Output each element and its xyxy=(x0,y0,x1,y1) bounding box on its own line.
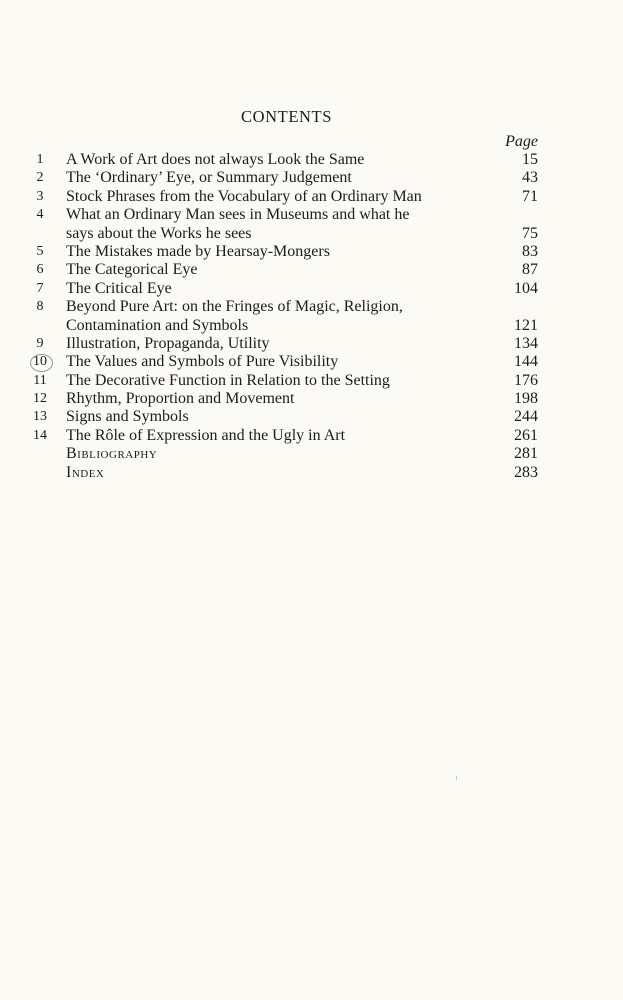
page-number: 283 xyxy=(514,463,538,481)
toc-entry xyxy=(0,408,623,426)
page-column-label: Page xyxy=(505,133,538,150)
toc-entry xyxy=(0,243,623,261)
toc-entry-continuation xyxy=(0,225,623,243)
page-number: 15 xyxy=(522,151,538,168)
chapter-title: What an Ordinary Man sees in Museums and what he xyxy=(66,206,410,224)
chapter-title: Illustration, Propaganda, Utility xyxy=(66,334,270,352)
chapter-title: The Critical Eye xyxy=(66,279,172,297)
chapter-title: The Decorative Function in Relation to the Setting xyxy=(66,371,390,389)
page-number: 83 xyxy=(522,242,538,260)
chapter-number: 7 xyxy=(36,280,44,296)
toc-entry xyxy=(0,353,623,371)
toc-entry xyxy=(0,169,623,187)
page-number: 144 xyxy=(514,353,538,371)
paper-speck xyxy=(456,776,457,780)
chapter-number: 6 xyxy=(36,262,44,278)
page-number: 281 xyxy=(514,445,538,463)
chapter-number: 14 xyxy=(33,427,47,443)
toc-entry xyxy=(0,280,623,298)
chapter-number: 3 xyxy=(36,188,44,204)
chapter-title: The Categorical Eye xyxy=(66,261,198,279)
chapter-number: 11 xyxy=(33,372,47,388)
chapter-number: 4 xyxy=(36,207,44,223)
page-number: 71 xyxy=(522,187,538,205)
toc-entry xyxy=(0,372,623,390)
chapter-number: 1 xyxy=(36,152,44,167)
page-number: 134 xyxy=(514,334,538,352)
toc-entry xyxy=(0,261,623,279)
chapter-number: 2 xyxy=(36,170,44,186)
page-number: 87 xyxy=(522,261,538,279)
chapter-title-continued: Contamination and Symbols xyxy=(66,316,249,334)
bibliography-title: Bibliography xyxy=(66,445,158,463)
chapter-title: The Mistakes made by Hearsay-Mongers xyxy=(66,242,330,260)
page-number: 75 xyxy=(522,224,538,242)
index-title: Index xyxy=(66,463,105,481)
chapter-number: 12 xyxy=(33,391,47,407)
toc-entry xyxy=(0,151,623,169)
toc-entry xyxy=(0,390,623,408)
chapter-number: 8 xyxy=(36,299,44,315)
page-number: 176 xyxy=(514,371,538,389)
chapter-title: Rhythm, Proportion and Movement xyxy=(66,390,295,408)
chapter-number: 9 xyxy=(36,335,44,351)
page-number: 244 xyxy=(514,408,538,426)
chapter-number: 5 xyxy=(36,243,44,259)
chapter-title: The Values and Symbols of Pure Visibility xyxy=(66,353,339,371)
toc-entry-continuation xyxy=(0,317,623,335)
page-number: 198 xyxy=(514,390,538,408)
page-number: 261 xyxy=(514,426,538,444)
toc-entry xyxy=(0,206,623,224)
chapter-title: A Work of Art does not always Look the Same xyxy=(66,151,365,168)
chapter-number-circled: 10 xyxy=(27,353,53,371)
chapter-title: The ‘Ordinary’ Eye, or Summary Judgement xyxy=(66,169,352,187)
toc-entry-bibliography xyxy=(0,445,623,463)
toc-entry xyxy=(0,427,623,445)
toc-entry xyxy=(0,335,623,353)
chapter-title: Signs and Symbols xyxy=(66,408,189,426)
chapter-title-continued: says about the Works he sees xyxy=(66,224,252,242)
chapter-number: 13 xyxy=(33,409,47,425)
chapter-title: Beyond Pure Art: on the Fringes of Magic, Religion, xyxy=(66,298,403,316)
chapter-title: The Rôle of Expression and the Ugly in Art xyxy=(66,426,346,444)
toc-entry-index xyxy=(0,464,623,482)
page-number: 104 xyxy=(514,279,538,297)
chapter-title: Stock Phrases from the Vocabulary of an Ordinary Man xyxy=(66,187,422,205)
page-number: 121 xyxy=(514,316,538,334)
toc-entry xyxy=(0,188,623,206)
page-title: CONTENTS xyxy=(241,107,332,126)
page-number: 43 xyxy=(522,169,538,187)
toc-entry xyxy=(0,298,623,316)
toc-list xyxy=(0,151,623,482)
